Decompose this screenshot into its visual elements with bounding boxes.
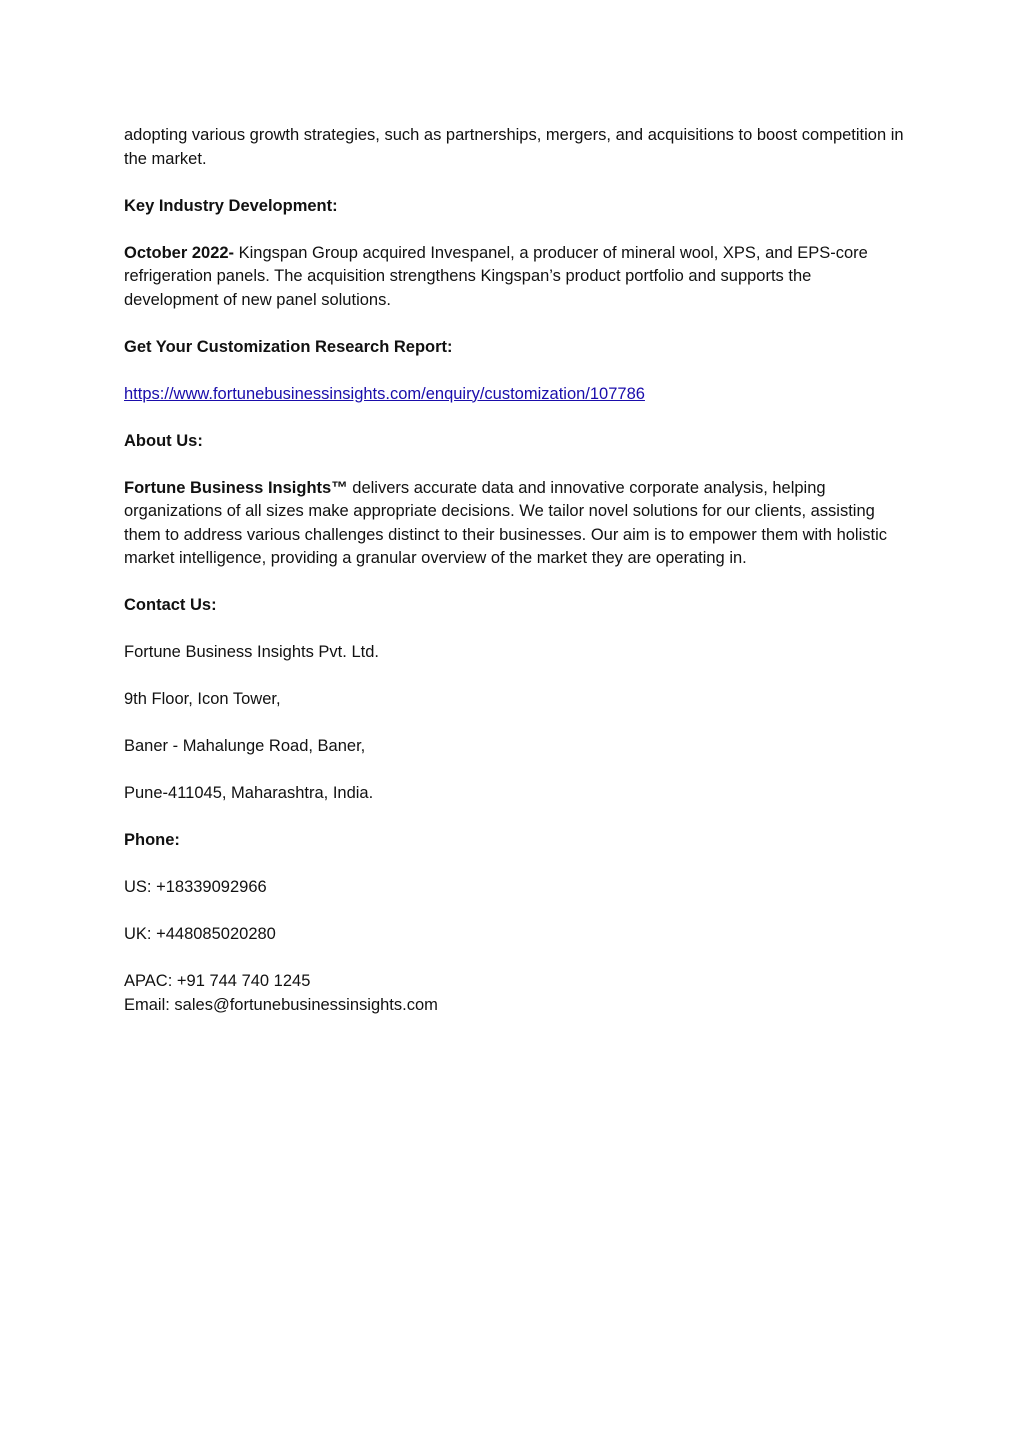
contact-address-line3: Pune-411045, Maharashtra, India. xyxy=(124,784,374,802)
phone-apac: APAC: +91 744 740 1245 xyxy=(124,972,311,990)
contact-company: Fortune Business Insights Pvt. Ltd. xyxy=(124,643,379,661)
key-development-paragraph xyxy=(124,242,904,313)
development-text: Kingspan Group acquired Invespanel, a producer of mineral wool, XPS, and EPS-core refrigeration panels. The acquisition strengthens Kingspan’s product portfolio and supports the development of new panel solutions. xyxy=(124,243,868,309)
customization-link[interactable]: https://www.fortunebusinessinsights.com/enquiry/customization/107786 xyxy=(124,384,645,403)
contact-heading: Contact Us: xyxy=(124,596,217,614)
contact-email: Email: sales@fortunebusinessinsights.com xyxy=(124,995,438,1014)
about-paragraph xyxy=(124,477,904,571)
customization-heading: Get Your Customization Research Report: xyxy=(124,337,453,356)
contact-address-line2: Baner - Mahalunge Road, Baner, xyxy=(124,737,366,755)
development-date-label: October 2022- xyxy=(124,243,235,262)
intro-paragraph: adopting various growth strategies, such as partnerships, mergers, and acquisitions to boost competition in the market. xyxy=(124,126,904,168)
about-text: delivers accurate data and innovative corporate analysis, helping organizations of all sizes make appropriate decisions. We tailor novel solutions for our clients, assisting them to address various challenges distinct to their businesses. Our aim is to empower them with holistic market intelligence, providing a granular overview of the market they are operating in. xyxy=(124,478,888,567)
phone-heading: Phone: xyxy=(124,831,180,849)
document-page xyxy=(124,124,904,1017)
customization-link-paragraph xyxy=(124,383,904,407)
about-heading: About Us: xyxy=(124,431,203,450)
phone-us: US: +18339092966 xyxy=(124,878,267,896)
phone-uk: UK: +448085020280 xyxy=(124,925,276,943)
key-development-heading: Key Industry Development: xyxy=(124,196,338,215)
contact-address-line1: 9th Floor, Icon Tower, xyxy=(124,690,281,708)
about-company-name: Fortune Business Insights™ xyxy=(124,478,348,497)
